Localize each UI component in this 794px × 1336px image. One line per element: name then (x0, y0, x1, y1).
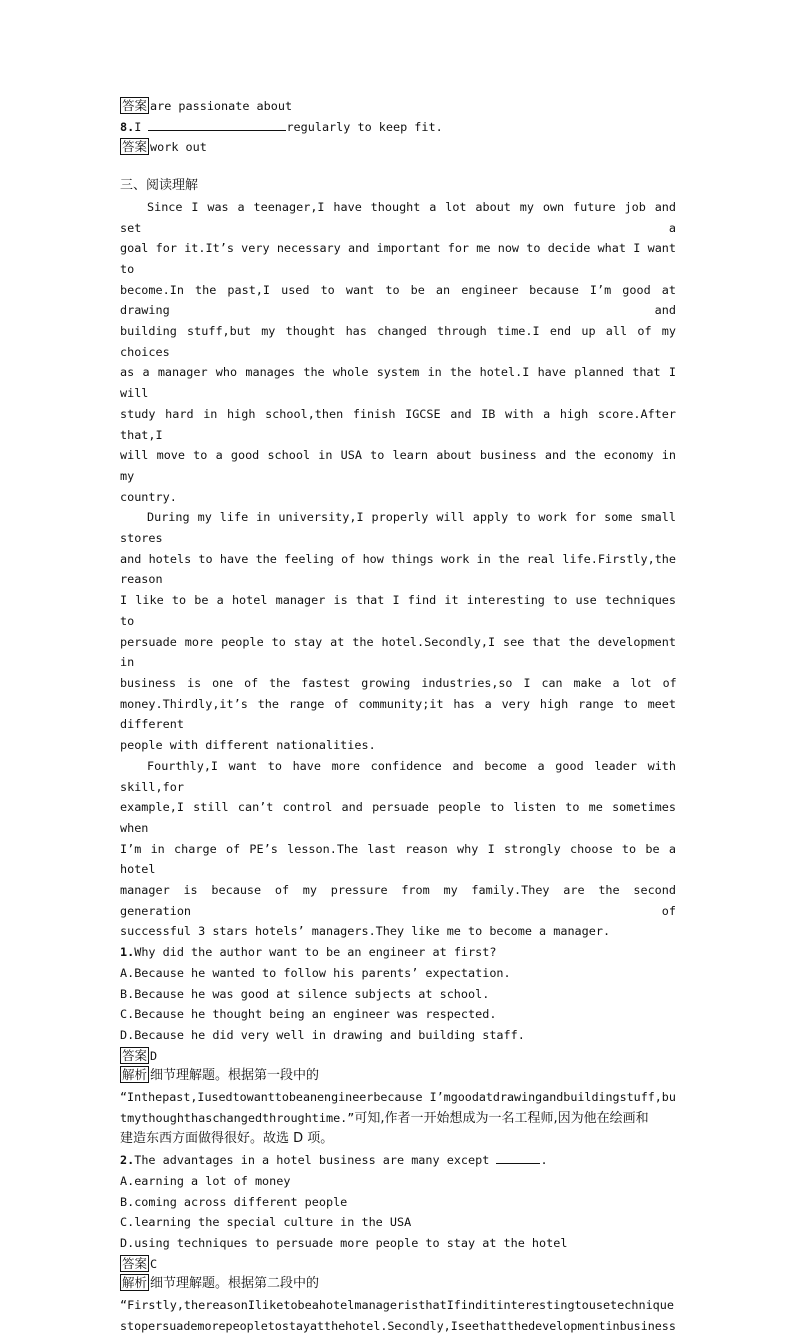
answer-tag: 答案 (122, 139, 148, 155)
passage-line: Since I was a teenager,I have thought a lot about my own future job and set a (120, 199, 676, 235)
answer-line-7 (120, 96, 676, 117)
option-d: D.using techniques to persuade more people to stay at the hotel (120, 1235, 568, 1250)
question-text-after: . (540, 1153, 548, 1168)
question-2 (120, 1150, 676, 1171)
option-a: A.Because he wanted to follow his parents’ expectation. (120, 965, 511, 980)
analysis-quote-end: tmythoughthaschangedthroughtime.” (120, 1110, 355, 1125)
passage-line: and hotels to have the feeling of how things work in the real life.Firstly,the reason (120, 551, 676, 587)
passage-paragraph-1 (120, 197, 676, 508)
question-number: 8. (120, 119, 135, 134)
option-c: C.learning the special culture in the USA (120, 1215, 412, 1230)
passage-line: will move to a good school in USA to learn about business and the economy in my (120, 448, 676, 483)
analysis-lead: 细节理解题。根据第一段中的 (150, 1068, 320, 1084)
answer-line-q1 (120, 1046, 676, 1067)
answer-line-q2 (120, 1254, 676, 1275)
answer-text: are passionate about (150, 99, 293, 113)
section-title: 三、阅读理解 (120, 178, 199, 194)
passage-line: as a manager who manages the whole system in the hotel.I have planned that I will (120, 365, 676, 401)
passage-line: I’m in charge of PE’s lesson.The last reason why I strongly choose to be a hotel (120, 841, 676, 877)
option-d: D.Because he did very well in drawing and building staff. (120, 1027, 525, 1042)
passage-line: country. (120, 489, 177, 504)
fill-blank (496, 1151, 540, 1164)
option-b: B.coming across different people (120, 1194, 348, 1209)
passage-line: become.In the past,I used to want to be an engineer because I’m good at drawing and (120, 282, 676, 318)
passage-paragraph-2 (120, 507, 676, 755)
answer-text: D (150, 1048, 158, 1063)
passage-line: persuade more people to stay at the hotel.Secondly,I see that the development in (120, 634, 676, 670)
document-page (120, 96, 676, 1336)
passage-line: Fourthly,I want to have more confidence and become a good leader with skill,for (120, 758, 676, 794)
spacer (120, 158, 676, 176)
passage-line: people with different nationalities. (120, 738, 376, 753)
analysis-line-q2 (120, 1274, 676, 1295)
analysis-lead: 细节理解题。根据第二段中的 (150, 1276, 320, 1292)
passage-line: money.Thirdly,it’s the range of community;it has a very high range to meet different (120, 696, 676, 732)
option-a: A.earning a lot of money (120, 1173, 291, 1188)
question-text-after: regularly to keep fit. (286, 119, 443, 134)
analysis-line-q1 (120, 1066, 676, 1087)
analysis-tag: 解析 (122, 1275, 148, 1291)
question-text: Why did the author want to be an engineer at first? (134, 945, 497, 960)
analysis-final: 建造东西方面做得很好。故选 D 项。 (120, 1131, 334, 1147)
question-1 (120, 942, 676, 963)
passage-line: I like to be a hotel manager is that I find it interesting to use techniques to (120, 593, 676, 628)
passage-line: business is one of the fastest growing industries,so I can make a lot of (120, 675, 677, 690)
passage-line: building stuff,but my thought has changed through time.I end up all of my choices (120, 324, 676, 359)
passage-line: study hard in high school,then finish IGCSE and IB with a high score.After that,I (120, 406, 676, 442)
analysis-quote: stopersuademorepeopletostayatthehotel.Secondly,Iseethatthedevelopmentinbusiness (120, 1318, 676, 1333)
passage-line: During my life in university,I properly will apply to work for some small stores (120, 510, 676, 546)
passage-paragraph-3 (120, 756, 676, 942)
passage-line: goal for it.It’s very necessary and important for me now to decide what I want to (120, 241, 676, 276)
question-text-before: I (134, 119, 149, 134)
answer-tag: 答案 (122, 1047, 148, 1063)
passage-line: example,I still can’t control and persuade people to listen to me sometimes when (120, 800, 676, 835)
answer-text: work out (150, 140, 207, 155)
analysis-conclusion: 可知,作者一开始想成为一名工程师,因为他在绘画和 (354, 1110, 649, 1126)
option-c: C.Because he thought being an engineer was respected. (120, 1007, 497, 1022)
question-number: 2. (120, 1153, 135, 1168)
analysis-quote-continued (120, 1108, 676, 1130)
option-b: B.Because he was good at silence subjects at school. (120, 986, 490, 1001)
passage-line: successful 3 stars hotels’ managers.They like me to become a manager. (120, 924, 611, 939)
question-text-before: The advantages in a hotel business are many except (134, 1153, 497, 1168)
analysis-quote: “Firstly,thereasonIliketobeahotelmanageristhatIfinditinterestingtousetechnique (120, 1298, 674, 1313)
question-number: 1. (120, 945, 135, 960)
fill-blank (148, 118, 286, 131)
answer-tag: 答案 (122, 98, 148, 113)
answer-text: C (150, 1256, 158, 1271)
answer-line-8 (120, 137, 676, 158)
question-8 (120, 117, 676, 138)
answer-tag: 答案 (122, 1255, 148, 1271)
passage-line: manager is because of my pressure from my family.They are the second generation of (120, 883, 676, 918)
analysis-quote: “Inthepast,Iusedtowanttobeanengineerbecause I’mgoodatdrawingandbuildingstuff,bu (120, 1090, 676, 1105)
analysis-tag: 解析 (122, 1067, 148, 1083)
